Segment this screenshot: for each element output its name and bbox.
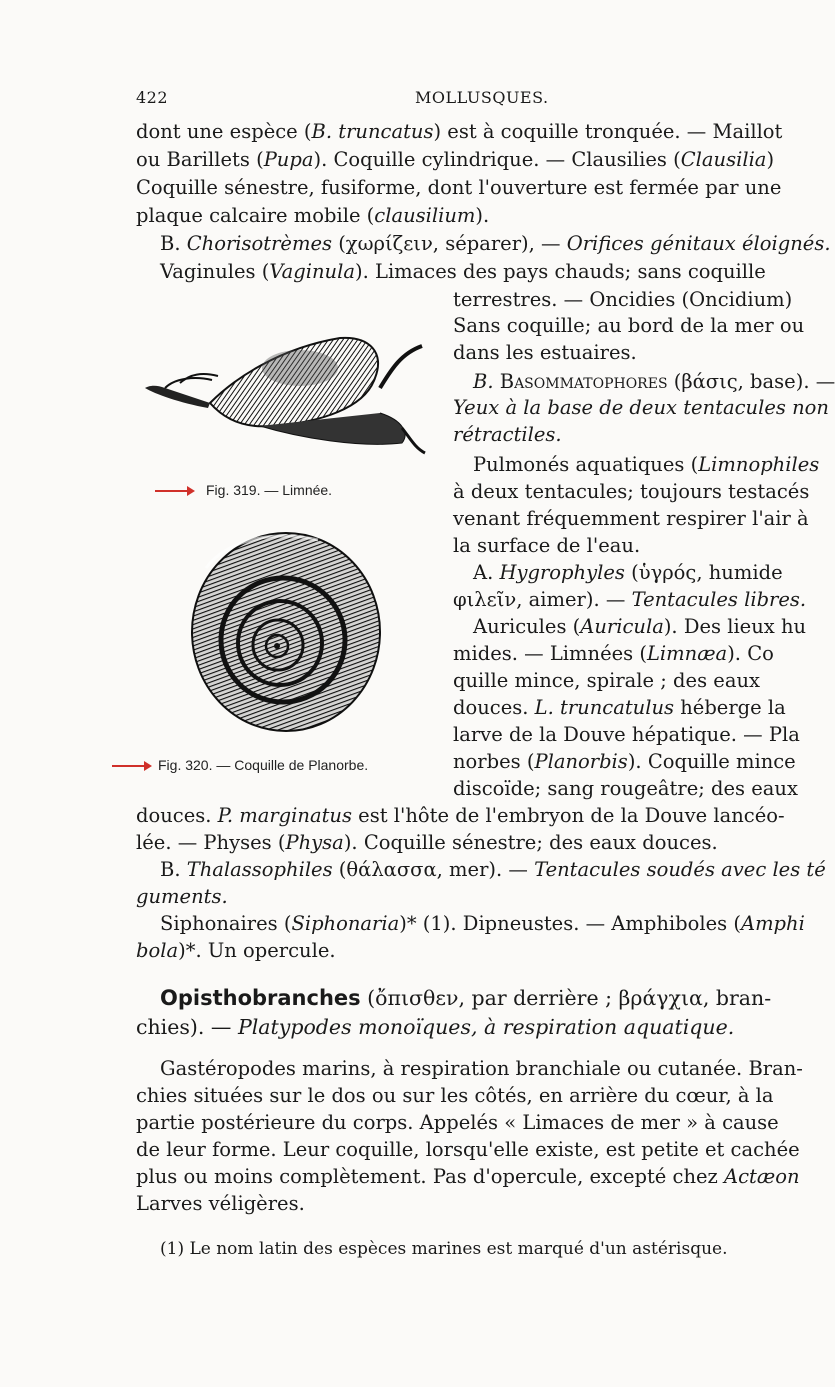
text-line: larve de la Douve hépatique. — Pla bbox=[453, 723, 800, 746]
text-line: Larves véligères. bbox=[136, 1192, 305, 1215]
text-line: douces. P. marginatus est l'hôte de l'embryon de la Douve lancéo- bbox=[136, 804, 785, 827]
text-line: Auricules (Auricula). Des lieux hu bbox=[473, 615, 807, 638]
text-line: terrestres. — Oncidies (Oncidium) bbox=[453, 288, 793, 311]
text-line: douces. L. truncatulus héberge la bbox=[453, 696, 786, 719]
text-line: dans les estuaires. bbox=[453, 341, 637, 364]
text-line: discoïde; sang rougeâtre; des eaux bbox=[453, 777, 798, 800]
text-line: ou Barillets (Pupa). Coquille cylindrique. — Clausilies (Clausilia) bbox=[136, 148, 775, 171]
text-line: B. Chorisotrèmes (χωρίζειν, séparer), — Orifices génitaux éloignés. bbox=[160, 232, 831, 255]
text-line: B. Thalassophiles (θάλασσα, mer). — Tentacules soudés avec les té bbox=[160, 858, 826, 881]
text-line: plus ou moins complètement. Pas d'opercule, excepté chez Actæon bbox=[136, 1165, 800, 1188]
text-line: norbes (Planorbis). Coquille mince bbox=[453, 750, 796, 773]
planorbis-shell-illustration bbox=[188, 528, 384, 733]
text-line: φιλεῖν, aimer). — Tentacules libres. bbox=[453, 588, 807, 611]
page-number: 422 bbox=[136, 88, 169, 107]
text-line: mides. — Limnées (Limnæa). Co bbox=[453, 642, 774, 665]
section-heading: Opisthobranches (ὄπισθεν, par derrière ; βράγχια, bran- bbox=[160, 986, 772, 1010]
figure-caption: Fig. 320. — Coquille de Planorbe. bbox=[158, 757, 369, 773]
section-heading-cont: chies). — Platypodes monoïques, à respiration aquatique. bbox=[136, 1015, 735, 1039]
text-line: Coquille sénestre, fusiforme, dont l'ouverture est fermée par une bbox=[136, 176, 782, 199]
text-line: bola)*. Un opercule. bbox=[136, 939, 336, 962]
text-line: lée. — Physes (Physa). Coquille sénestre; des eaux douces. bbox=[136, 831, 718, 854]
pond-snail-illustration bbox=[140, 308, 440, 458]
text-line: de leur forme. Leur coquille, lorsqu'elle existe, est petite et cachée bbox=[136, 1138, 800, 1161]
text-line: rétractiles. bbox=[453, 423, 562, 446]
text-line: plaque calcaire mobile (clausilium). bbox=[136, 204, 490, 227]
text-line: Sans coquille; au bord de la mer ou bbox=[453, 314, 805, 337]
text-line: Gastéropodes marins, à respiration branchiale ou cutanée. Bran- bbox=[160, 1057, 803, 1080]
text-line: quille mince, spirale ; des eaux bbox=[453, 669, 761, 692]
text-line: Vaginules (Vaginula). Limaces des pays chauds; sans coquille bbox=[160, 260, 766, 283]
text-line: guments. bbox=[136, 885, 228, 908]
text-line: partie postérieure du corps. Appelés « Limaces de mer » à cause bbox=[136, 1111, 779, 1134]
annotation-arrow bbox=[112, 765, 150, 767]
running-head: MOLLUSQUES. bbox=[415, 88, 549, 107]
text-line: dont une espèce (B. truncatus) est à coquille tronquée. — Maillot bbox=[136, 120, 783, 143]
text-line: Pulmonés aquatiques (Limnophiles bbox=[473, 453, 820, 476]
figure-caption: Fig. 319. — Limnée. bbox=[206, 482, 333, 498]
footnote: (1) Le nom latin des espèces marines est marqué d'un astérisque. bbox=[160, 1239, 728, 1259]
text-line: Siphonaires (Siphonaria)* (1). Dipneustes. — Amphiboles (Amphi bbox=[160, 912, 805, 935]
text-line: la surface de l'eau. bbox=[453, 534, 641, 557]
text-line: A. Hygrophyles (ὑγρός, humide bbox=[473, 561, 783, 584]
text-line: venant fréquemment respirer l'air à bbox=[453, 507, 809, 530]
annotation-arrow bbox=[155, 490, 193, 492]
text-line: chies situées sur le dos ou sur les côtés, en arrière du cœur, à la bbox=[136, 1084, 774, 1107]
text-line: Yeux à la base de deux tentacules non bbox=[453, 396, 829, 419]
text-line: B. Basommatophores (βάσις, base). — bbox=[473, 370, 835, 393]
text-line: à deux tentacules; toujours testacés bbox=[453, 480, 810, 503]
